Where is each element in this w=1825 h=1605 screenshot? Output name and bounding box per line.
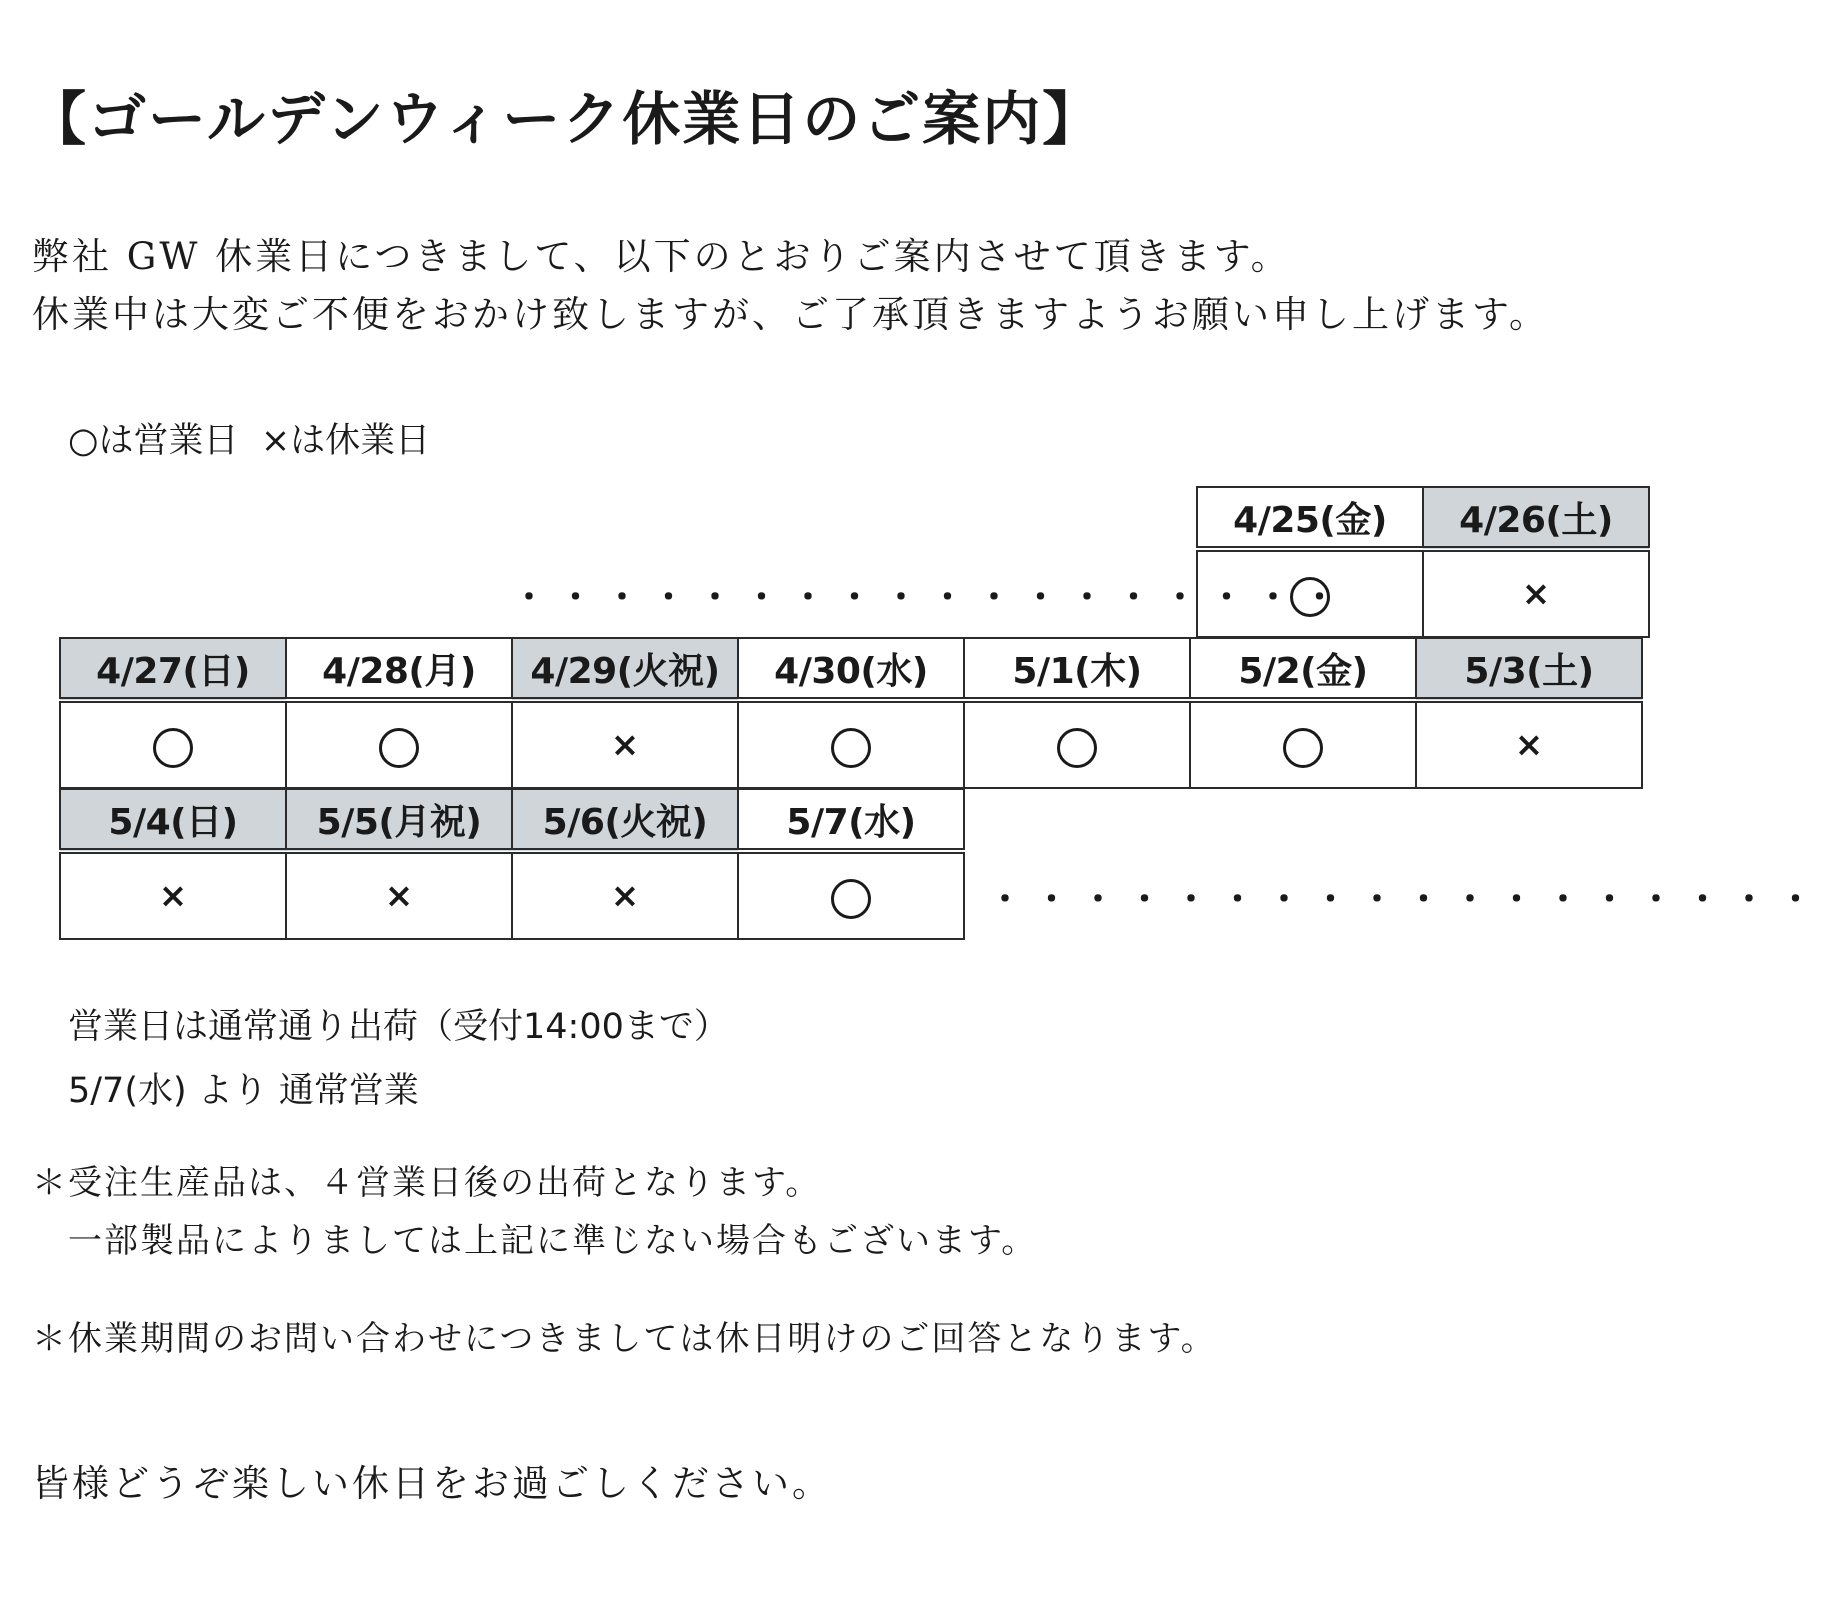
status-cell: ×: [60, 851, 286, 939]
status-cell: ×: [286, 851, 512, 939]
date-cell: 5/7(水): [738, 789, 964, 851]
remark-1-line-1: ＊受注生産品は、４営業日後の出荷となります。: [32, 1163, 822, 1203]
shipping-notes: [68, 995, 729, 1123]
status-cell: ×: [512, 700, 738, 788]
date-cell: 4/30(水): [738, 638, 964, 700]
status-cell: ×: [1416, 700, 1642, 788]
remark-1-line-2: 一部製品によりましては上記に準じない場合もございます。: [68, 1221, 1038, 1261]
status-cell: ×: [1423, 549, 1649, 637]
legend: [68, 413, 430, 463]
date-cell: 5/1(木): [964, 638, 1190, 700]
status-cell: [964, 700, 1190, 788]
open-circle-icon: [153, 728, 193, 768]
remarks: [32, 1154, 1217, 1368]
open-circle-icon: [1283, 728, 1323, 768]
date-cell: 5/2(金): [1190, 638, 1416, 700]
date-cell: 4/26(土): [1423, 487, 1649, 549]
status-cell: [60, 700, 286, 788]
date-cell: 4/29(火祝): [512, 638, 738, 700]
closing-message: 皆様どうぞ楽しい休日をお過ごしください。: [32, 1462, 832, 1505]
date-cell: 4/25(金): [1197, 487, 1423, 549]
legend-open-label: は営業日: [98, 421, 239, 461]
open-circle-icon: [1057, 728, 1097, 768]
remark-2: ＊休業期間のお問い合わせにつきましては休日明けのご回答となります。: [32, 1319, 1217, 1359]
page-title: 【ゴールデンウィーク休業日のご案内】: [28, 85, 1103, 153]
status-cell: [286, 700, 512, 788]
status-cell: [738, 700, 964, 788]
calendar-row-2: [59, 637, 1643, 789]
intro-line-1: 弊社 GW 休業日につきまして、以下のとおりご案内させて頂きます。: [32, 235, 1291, 278]
status-cell: [1190, 700, 1416, 788]
intro-text: [32, 228, 1549, 344]
open-circle-icon: [831, 728, 871, 768]
date-cell: 5/6(火祝): [512, 789, 738, 851]
status-cell: [738, 851, 964, 939]
status-cell: ×: [512, 851, 738, 939]
open-circle-icon: [831, 879, 871, 919]
calendar-row-3: [59, 788, 965, 940]
date-cell: 4/27(日): [60, 638, 286, 700]
notes-line-2: 5/7(水) より 通常営業: [68, 1071, 419, 1111]
legend-closed-label: は休業日: [290, 421, 431, 461]
notes-line-1: 営業日は通常通り出荷（受付14:00まで）: [68, 1007, 729, 1047]
continuation-dots: ・・・・・・・・・・・・・・・・・・: [988, 880, 1825, 920]
intro-line-2: 休業中は大変ご不便をおかけ致しますが、ご了承頂きますようお願い申し上げます。: [32, 293, 1550, 336]
open-circle-icon: [379, 728, 419, 768]
date-cell: 4/28(月): [286, 638, 512, 700]
date-cell: 5/5(月祝): [286, 789, 512, 851]
date-cell: 5/3(土): [1416, 638, 1642, 700]
closed-symbol-icon: ×: [260, 421, 291, 461]
date-cell: 5/4(日): [60, 789, 286, 851]
continuation-dots: ・・・・・・・・・・・・・・・・・・: [512, 578, 1349, 618]
open-symbol-icon: ○: [68, 421, 99, 461]
